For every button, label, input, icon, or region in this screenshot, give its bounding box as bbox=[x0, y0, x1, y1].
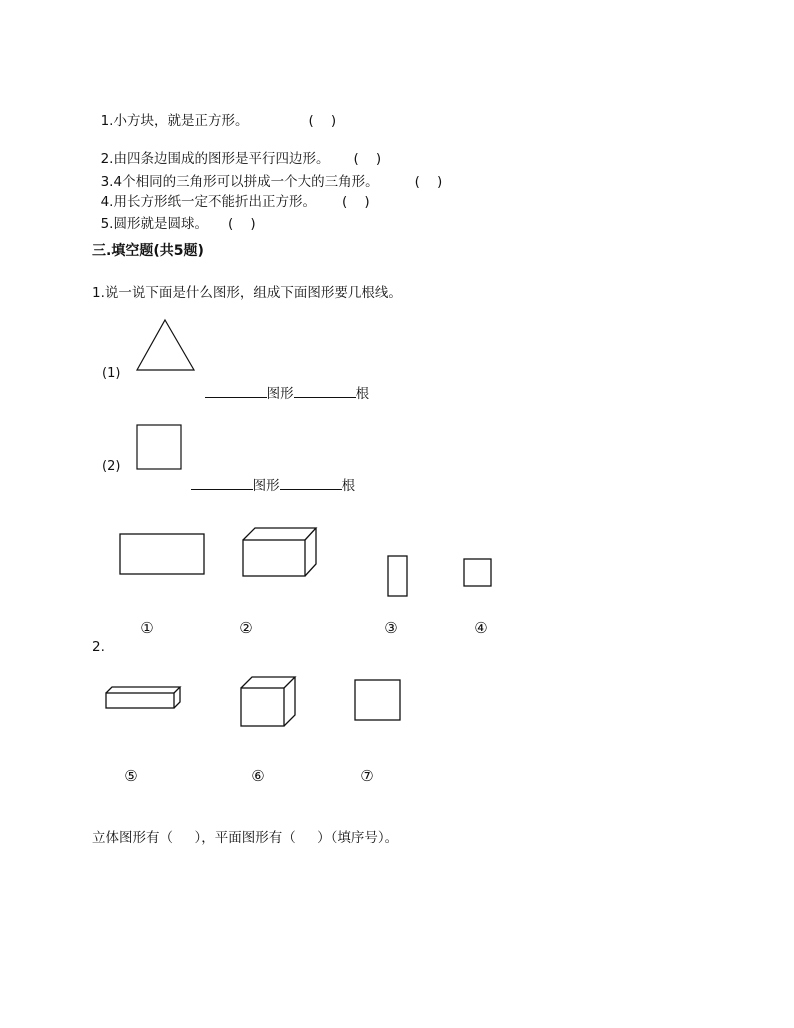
section-heading: 三.填空题(共5题) bbox=[92, 243, 204, 259]
label-circled-6: ⑥ bbox=[251, 767, 265, 785]
judgement-item-3-text: 3.4个相同的三角形可以拼成一个大的三角形。 bbox=[100, 174, 379, 190]
label-circled-7: ⑦ bbox=[360, 767, 374, 785]
square-figure bbox=[136, 424, 184, 472]
label-circled-3: ③ bbox=[384, 619, 398, 637]
question-2-answer-line[interactable]: 立体图形有（ ），平面图形有（ ）（填序号）。 bbox=[92, 830, 399, 846]
label-circled-1: ① bbox=[140, 619, 154, 637]
part-1-label: (1) bbox=[102, 366, 121, 381]
part-2-label: (2) bbox=[102, 459, 121, 474]
answer-paren-2[interactable]: ( ) bbox=[353, 151, 382, 167]
part-1-count-blank[interactable] bbox=[294, 395, 356, 398]
shape-6-cube bbox=[238, 675, 300, 729]
judgement-item-4-text: 4.用长方形纸一定不能折出正方形。 bbox=[100, 194, 316, 210]
triangle-figure bbox=[134, 318, 198, 374]
judgement-item-5 bbox=[92, 197, 256, 233]
answer-paren-4[interactable]: ( ) bbox=[341, 194, 370, 210]
label-circled-5: ⑤ bbox=[124, 767, 138, 785]
answer-paren-5[interactable]: ( ) bbox=[227, 216, 256, 232]
question-1-stem: 1.说一说下面是什么图形，组成下面图形要几根线。 bbox=[92, 285, 402, 301]
judgement-item-2-text: 2.由四条边围成的图形是平行四边形。 bbox=[100, 151, 330, 167]
part-2-word2: 根 bbox=[341, 478, 356, 494]
part-1-shape-blank[interactable] bbox=[205, 395, 267, 398]
shape-4-square bbox=[462, 557, 494, 589]
part-2-shape-blank[interactable] bbox=[191, 487, 253, 490]
label-circled-2: ② bbox=[239, 619, 253, 637]
part-1-answer bbox=[196, 366, 369, 402]
shape-1-rectangle bbox=[118, 532, 208, 578]
answer-paren-3[interactable]: ( ) bbox=[414, 174, 443, 190]
shape-7-square bbox=[353, 678, 403, 724]
question-2-number: 2. bbox=[92, 639, 105, 655]
judgement-item-1-text: 1.小方块，就是正方形。 bbox=[100, 113, 249, 129]
shape-5-long-cuboid bbox=[104, 685, 184, 711]
part-1-word2: 根 bbox=[355, 386, 370, 402]
shape-2-cuboid bbox=[240, 526, 320, 580]
label-circled-4: ④ bbox=[474, 619, 488, 637]
part-2-answer bbox=[182, 458, 355, 494]
answer-paren-1[interactable]: ( ) bbox=[308, 113, 337, 129]
judgement-item-5-text: 5.圆形就是圆球。 bbox=[100, 216, 208, 232]
shape-3-tall-rectangle bbox=[386, 554, 410, 598]
part-1-word1: 图形 bbox=[266, 386, 294, 402]
judgement-item-1 bbox=[92, 94, 336, 130]
part-2-count-blank[interactable] bbox=[280, 487, 342, 490]
part-2-word1: 图形 bbox=[252, 478, 280, 494]
